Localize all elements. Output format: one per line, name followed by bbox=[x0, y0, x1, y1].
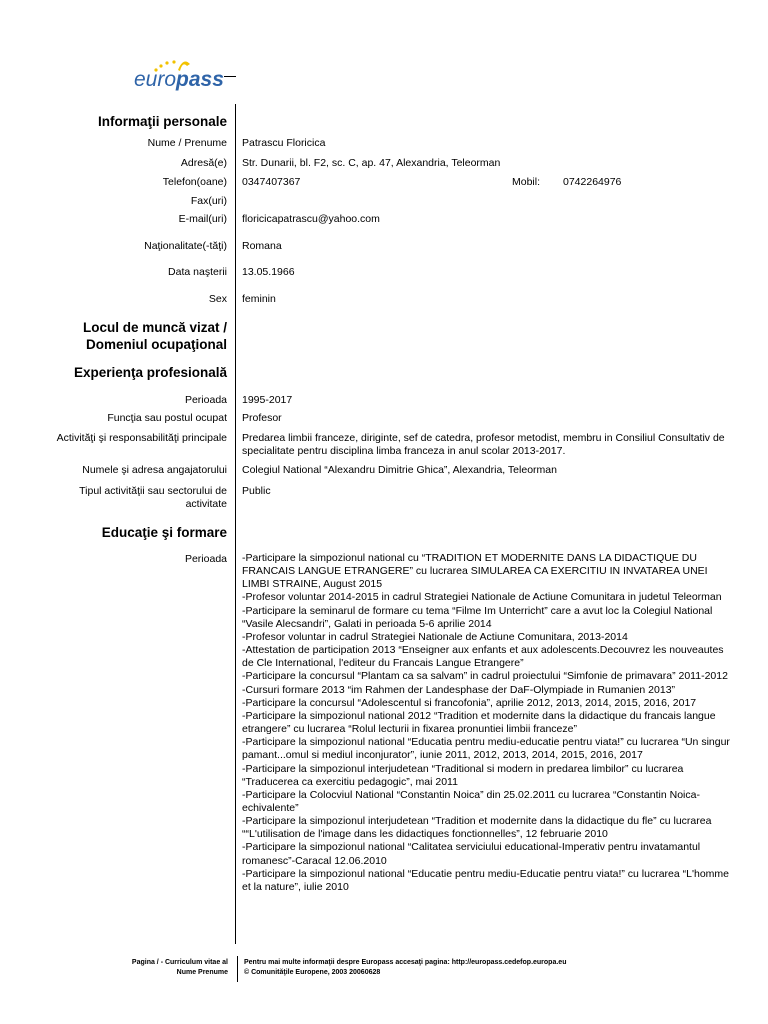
footer-divider bbox=[237, 956, 238, 982]
position-label: Funcţia sau postul ocupat bbox=[107, 412, 227, 424]
list-item: -Profesor voluntar in cadrul Strategiei Nationale de Actiune Comunitara, 2013-2014 bbox=[242, 630, 628, 643]
list-item: -Participare la simpozionul national “Educatia pentru mediu-educatie pentru viata!” cu lucrarea “Un singur pamant...omul si mediul inconjurator”, iunie 2011, 2012, 2013, 2014, 2015, 2016, 2017 bbox=[242, 736, 730, 762]
section-title-desired-line2: Domeniul ocupaţional bbox=[85, 337, 227, 352]
birthdate-value: 13.05.1966 bbox=[242, 266, 295, 278]
email-value: floricicapatrascu@yahoo.com bbox=[242, 213, 380, 225]
footer-name-label: Nume Prenume bbox=[176, 969, 228, 976]
nationality-value: Romana bbox=[242, 240, 282, 252]
address-value: Str. Dunarii, bl. F2, sc. C, ap. 47, Alexandria, Teleorman bbox=[242, 157, 501, 169]
section-title-experience: Experienţa profesională bbox=[73, 365, 227, 380]
list-item: -Participare la simpozionul interjudetean “Tradition et modernite dans la didactique du fle” cu lucrarea ““L'utilisation de l'image dans les didactiques fonctionnelles”, 12 februarie 2010 bbox=[242, 815, 712, 841]
list-item: -Participare la seminarul de formare cu tema “Filme Im Unterricht” care a avut loc la Colegiul National “Vasile Alecsandri”, Galati in perioada 5-6 aprilie 2014 bbox=[242, 604, 713, 630]
birthdate-label: Data naşterii bbox=[168, 266, 227, 278]
footer-copyright: © Comunităţile Europene, 2003 20060628 bbox=[244, 969, 381, 976]
email-label: E-mail(uri) bbox=[178, 213, 227, 225]
sector-label-line2: activitate bbox=[185, 498, 227, 510]
education-list bbox=[242, 552, 734, 894]
phone-label: Telefon(oane) bbox=[162, 176, 227, 188]
list-item: -Participare la simpozionul national “Educatie pentru mediu-Educatie pentru viata!” cu lucrarea “L'homme et la nature”, iulie 2010 bbox=[242, 867, 729, 893]
list-item: -Attestation de participation 2013 “Enseigner aux enfants et aux adolescents.Decouvrez les nouveautes de Cle International, l'editeur du Francais Langue Etrangere” bbox=[242, 644, 724, 670]
europass-wordmark: europass bbox=[134, 68, 224, 91]
logo-divider bbox=[224, 76, 236, 77]
list-item: -Participare la simpozionul national 2012 “Tradition et modernite dans la didactique du francais langue etrangere” cu lucrarea “Rolul lecturii in fixarea pronuntiei limbii franceze” bbox=[242, 709, 716, 736]
list-item: -Participare la simpozionul national cu “TRADITION ET MODERNITE DANS LA DIDACTIQUE DU FRANCAIS LANGUE ETRANGERE” cu lucrarea SIMULAREA CA EXERCITIU IN INVATAREA UNEI LIMBI STRAINE, August 2015 bbox=[242, 552, 708, 591]
section-title-desired-line1: Locul de muncă vizat / bbox=[82, 320, 227, 335]
address-label: Adresă(e) bbox=[180, 157, 227, 169]
footer-right bbox=[244, 958, 566, 978]
employer-value: Colegiul National “Alexandru Dimitrie Ghica”, Alexandria, Teleorman bbox=[242, 464, 557, 476]
list-item: -Participare la Colocviul National “Constantin Noica” din 25.02.2011 cu lucrarea “Constantin Noica-echivalente” bbox=[242, 788, 700, 814]
fax-label: Fax(uri) bbox=[190, 195, 227, 207]
sector-label-line1: Tipul activităţii sau sectorului de bbox=[79, 485, 227, 497]
education-period-label: Perioada bbox=[184, 553, 227, 565]
list-item: -Participare la concursul “Plantam ca sa salvam” in cadrul proiectului “Simfonie de primavara” 2011-2012 bbox=[242, 670, 728, 683]
list-item: -Participare la simpozionul national “Calitatea serviciului educational-Imperativ pentru invatamantul romanesc”-Caracal 12.06.2010 bbox=[242, 841, 701, 867]
employer-label: Numele şi adresa angajatorului bbox=[82, 464, 227, 476]
sex-value: feminin bbox=[242, 293, 276, 305]
footer-page-label: Pagina / - Curriculum vitae al bbox=[131, 959, 228, 966]
footer-left bbox=[132, 958, 228, 978]
column-divider bbox=[235, 104, 236, 944]
mobile-label: Mobil: bbox=[512, 176, 541, 188]
experience-period-label: Perioada bbox=[184, 394, 227, 406]
position-value: Profesor bbox=[242, 412, 282, 424]
list-item: -Profesor voluntar 2014-2015 in cadrul Strategiei Nationale de Actiune Comunitara in judetul Teleorman bbox=[242, 591, 722, 604]
activities-label: Activităţi şi responsabilităţi principale bbox=[56, 432, 227, 444]
sector-value: Public bbox=[242, 485, 271, 497]
activities-value: Predarea limbii franceze, diriginte, sef de catedra, profesor metodist, membru in Consiliul Consultativ de specialitate pentru disciplina limba franceza in anul scolar 2013-2017. bbox=[242, 432, 725, 457]
nationality-label: Naţionalitate(-tăţi) bbox=[144, 240, 227, 252]
section-title-education: Educaţie şi formare bbox=[101, 525, 227, 540]
list-item: -Participare la simpozionul interjudetean “Traditional si modern in predarea limbilor” cu lucrarea “Traducerea ca exercitiu pedagogic”, mai 2011 bbox=[242, 762, 684, 788]
phone-value: 0347407367 bbox=[242, 176, 301, 188]
name-value: Patrascu Floricica bbox=[242, 137, 326, 149]
footer-info-text: Pentru mai multe informaţii despre Europass accesaţi pagina: http://europass.cedefop.europa.eu bbox=[244, 959, 567, 966]
experience-period-value: 1995-2017 bbox=[242, 394, 293, 406]
name-label: Nume / Prenume bbox=[147, 137, 227, 149]
list-item: -Participare la concursul “Adolescentul si francofonia”, aprilie 2012, 2013, 2014, 2015, 2016, 2017 bbox=[242, 696, 697, 709]
sex-label: Sex bbox=[208, 293, 227, 305]
list-item: -Cursuri formare 2013 “im Rahmen der Landesphase der DaF-Olympiade in Rumanien 2013” bbox=[242, 683, 676, 696]
section-title-personal: Informaţii personale bbox=[97, 114, 227, 129]
mobile-value: 0742264976 bbox=[563, 176, 622, 188]
